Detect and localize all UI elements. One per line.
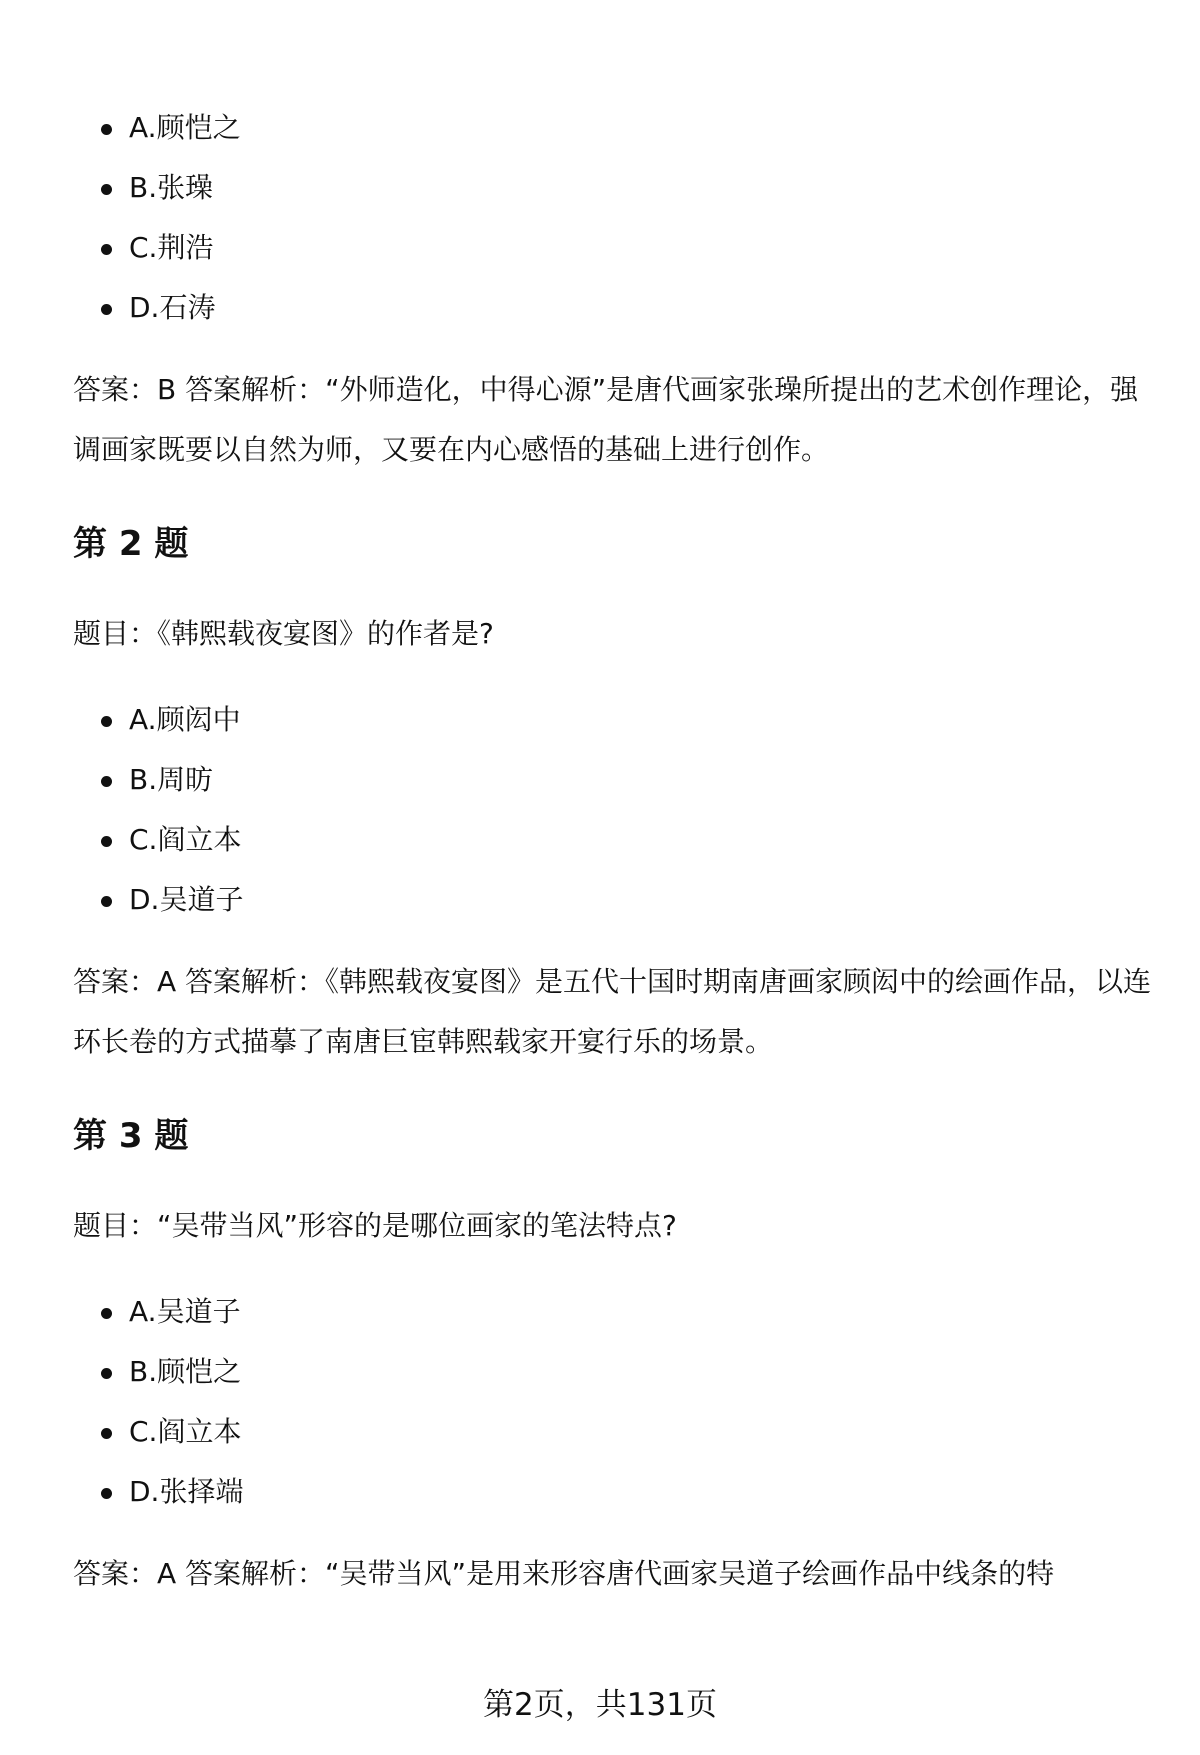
q3-options: [73, 1282, 1153, 1522]
option-text: C.荆浩: [129, 231, 214, 264]
q3-answer: 答案：A 答案解析：“吴带当风”是用来形容唐代画家吴道子绘画作品中线条的特: [73, 1557, 1055, 1590]
bullet-icon: [101, 836, 112, 847]
option-text: D.张择端: [129, 1475, 244, 1508]
option-text: A.顾闳中: [129, 703, 241, 736]
option-item: [73, 1342, 1153, 1402]
bullet-icon: [101, 1428, 112, 1439]
option-item: [73, 218, 1153, 278]
bullet-icon: [101, 244, 112, 255]
q1-options: [73, 98, 1153, 338]
option-text: D.吴道子: [129, 883, 244, 916]
option-text: A.顾恺之: [129, 111, 241, 144]
page-number-footer: 第2页，共131页: [483, 1687, 717, 1723]
bullet-icon: [101, 1488, 112, 1499]
option-text: B.张璪: [129, 171, 214, 204]
q1-answer: 答案：B 答案解析：“外师造化，中得心源”是唐代画家张璪所提出的艺术创作理论，强调画家既要以自然为师，又要在内心感悟的基础上进行创作。: [73, 373, 1139, 466]
bullet-icon: [101, 304, 112, 315]
option-text: A.吴道子: [129, 1295, 241, 1328]
option-item: [73, 750, 1153, 810]
bullet-icon: [101, 776, 112, 787]
bullet-icon: [101, 124, 112, 135]
q2-question: 题目：《韩熙载夜宴图》的作者是?: [73, 617, 494, 650]
bullet-icon: [101, 1308, 112, 1319]
option-item: [73, 158, 1153, 218]
option-item: [73, 690, 1153, 750]
option-item: [73, 1282, 1153, 1342]
q2-heading: 第 2 题: [73, 524, 189, 564]
q3-heading: 第 3 题: [73, 1116, 189, 1156]
document-page: [73, 98, 1153, 1604]
q2-answer: 答案：A 答案解析：《韩熙载夜宴图》是五代十国时期南唐画家顾闳中的绘画作品，以连环长卷的方式描摹了南唐巨宦韩熙载家开宴行乐的场景。: [73, 965, 1152, 1058]
option-text: B.周昉: [129, 763, 214, 796]
bullet-icon: [101, 184, 112, 195]
option-text: D.石涛: [129, 291, 216, 324]
option-text: C.阎立本: [129, 823, 242, 856]
option-text: B.顾恺之: [129, 1355, 242, 1388]
bullet-icon: [101, 896, 112, 907]
option-item: [73, 1462, 1153, 1522]
option-item: [73, 98, 1153, 158]
option-item: [73, 810, 1153, 870]
bullet-icon: [101, 1368, 112, 1379]
option-item: [73, 278, 1153, 338]
option-item: [73, 870, 1153, 930]
bullet-icon: [101, 716, 112, 727]
q3-question: 题目：“吴带当风”形容的是哪位画家的笔法特点?: [73, 1209, 677, 1242]
option-item: [73, 1402, 1153, 1462]
option-text: C.阎立本: [129, 1415, 242, 1448]
q2-options: [73, 690, 1153, 930]
